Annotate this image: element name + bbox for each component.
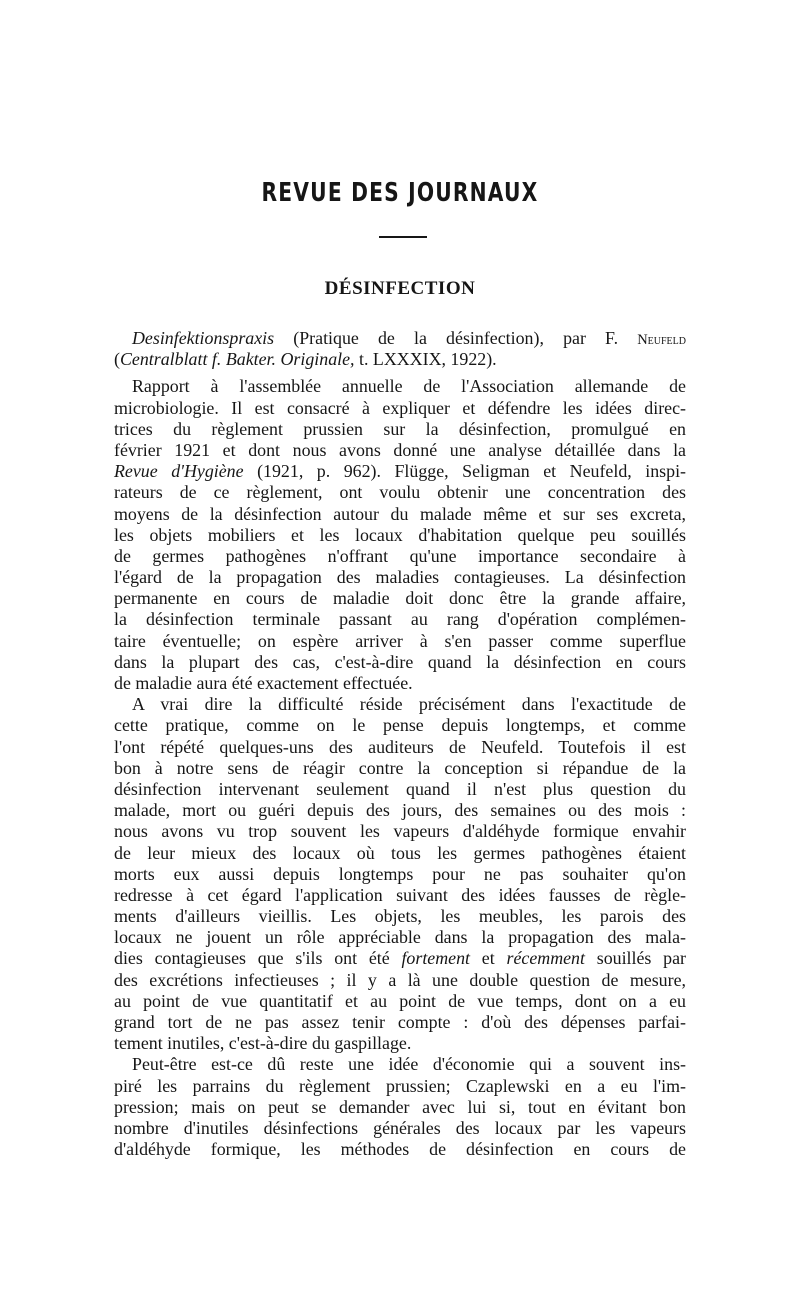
text-line: morts eux aussi depuis longtemps pour ne pas souhaiter qu'on — [114, 863, 686, 884]
text-line: permanente en cours de maladie doit donc être la grande affaire, — [114, 588, 686, 609]
text-line: Rapport à l'assemblée annuelle de l'Association allemande de — [132, 376, 686, 397]
text-line: dans la plupart des cas, c'est-à-dire quand la désinfection en cours — [114, 651, 686, 672]
text-line: redresse à cet égard l'application suivant des idées fausses de règle- — [114, 884, 686, 905]
text-line: grand tort de ne pas assez tenir compte : d'où des dépenses parfai- — [114, 1012, 686, 1032]
text-line: cette pratique, comme on le pense depuis longtemps, et comme — [114, 715, 686, 736]
citation-line-1 — [114, 328, 686, 349]
text-line: piré les parrains du règlement prussien; Czaplewski en a eu l'im- — [114, 1075, 686, 1096]
text-line: de maladie aura été exactement effectuée. — [114, 673, 413, 693]
text-line: A vrai dire la difficulté réside précisément dans l'exactitude de — [132, 694, 686, 715]
citation-details: t. LXXXIX, 1922). — [354, 349, 497, 370]
text-line: moyens de la désinfection autour du malade même et sur ses excreta, — [114, 503, 686, 524]
title-divider — [379, 236, 427, 238]
citation-line-2: (Centralblatt f. Bakter. Originale, t. LXXXIX, 1922). — [114, 349, 497, 370]
text-line: locaux ne jouent un rôle appréciable dans la propagation des mala- — [114, 927, 686, 948]
text-line: tement inutiles, c'est-à-dire du gaspillage. — [114, 1033, 412, 1054]
journal-title: REVUE DES JOURNAUX — [261, 178, 539, 208]
text-line: Peut-être est-ce dû reste une idée d'économie qui a souvent ins- — [132, 1054, 686, 1075]
text-line: la désinfection terminale passant au rang d'opération complémen- — [114, 609, 686, 630]
emphasis-recemment: récemment — [506, 948, 585, 969]
citation-author: Neufeld — [637, 332, 686, 348]
text-line: désinfection intervenant seulement quand il n'est plus question du — [114, 778, 686, 799]
text-line: nous avons vu trop souvent les vapeurs d'aldéhyde formique envahir — [114, 821, 686, 842]
text-line: l'égard de la propagation des maladies contagieuses. La désinfection — [114, 567, 686, 588]
text-line: de leur mieux des locaux où tous les germes pathogènes étaient — [114, 842, 686, 863]
text-line: de germes pathogènes n'offrant qu'une importance secondaire à — [114, 545, 686, 566]
emphasis-fortement: fortement — [401, 948, 471, 969]
text-line: microbiologie. Il est consacré à expliquer et défendre les idées direc- — [114, 397, 686, 418]
text-line: d'aldéhyde formique, les méthodes de désinfection en cours de — [114, 1139, 686, 1160]
text-line: dies contagieuses que s'ils ont été fortement et récemment souillés par — [114, 948, 687, 969]
citation-title: Desinfektionspraxis — [132, 328, 275, 348]
text-line: trices du règlement prussien sur la désinfection, promulgué en — [114, 418, 686, 439]
text-line: Revue d'Hygiène (1921, p. 962). Flügge, Seligman et Neufeld, inspi- — [114, 461, 686, 482]
text-line: nombre d'inutiles désinfections générales des locaux par les vapeurs — [114, 1117, 686, 1138]
article-body — [114, 328, 686, 1160]
citation-translation: (Pratique de la désinfection), par F. — [274, 328, 638, 348]
citation-journal: Centralblatt f. Bakter. Originale, — [119, 349, 355, 370]
text-line: bon à notre sens de réagir contre la conception si répandue de la — [114, 757, 686, 778]
text-line: malade, mort ou guéri depuis des jours, des semaines ou des mois : — [114, 800, 686, 821]
section-title: DÉSINFECTION — [324, 278, 476, 299]
text-line: ments d'ailleurs vieillis. Les objets, les meubles, les parois des — [114, 906, 686, 927]
text-line: février 1921 et dont nous avons donné une analyse détaillée dans la — [114, 439, 686, 460]
text-line: des excrétions infectieuses ; il y a là une double question de mesure, — [114, 969, 686, 990]
text-line: l'ont répété quelques-uns des auditeurs de Neufeld. Toutefois il est — [114, 736, 686, 757]
text-line: au point de vue quantitatif et au point de vue temps, dont on a eu — [114, 990, 686, 1011]
text-line: les objets mobiliers et les locaux d'habitation quelque peu souillés — [114, 524, 686, 545]
journal-reference: Revue d'Hygiène — [114, 461, 244, 482]
text-line: pression; mais on peut se demander avec lui si, tout en évitant bon — [114, 1096, 686, 1117]
text-line: taire éventuelle; on espère arriver à s'en passer comme superflue — [114, 630, 686, 651]
text-line: rateurs de ce règlement, ont voulu obtenir une concentration des — [114, 482, 686, 503]
